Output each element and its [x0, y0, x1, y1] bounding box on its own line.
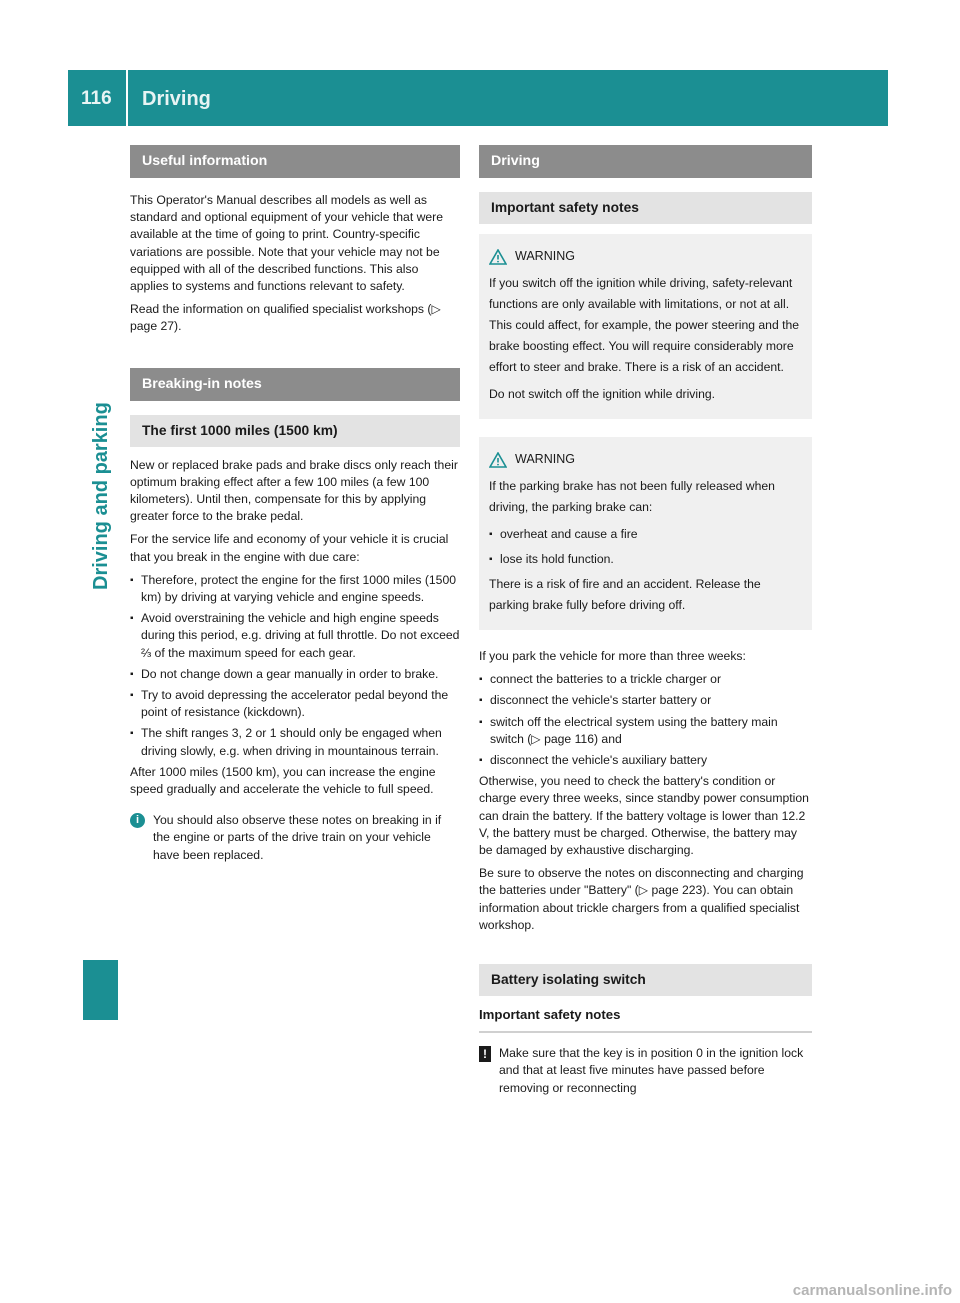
warning-triangle-icon: [489, 452, 507, 468]
caution-note: [479, 1045, 812, 1097]
list-item: ▪ disconnect the vehicle's auxiliary battery: [479, 752, 812, 769]
warning-box: [479, 234, 812, 419]
paragraph: Otherwise, you need to check the battery's condition or charge every three weeks, since standby power consumption can drain the battery. If the battery voltage is lower than 12.2 V, the battery must be charged. Otherwise, the battery may be damaged by exhaustive discharging.: [479, 774, 809, 858]
paragraph: This Operator's Manual describes all models as well as standard and optional equipment of your vehicle that were available at the time of going to print. Country-specific variations are possible. Note that your vehicle may not be equipped with all of the described functions. This also applies to systems and functions relevant to safety.: [130, 193, 444, 294]
warning-label: WARNING: [515, 249, 575, 263]
paragraph: Do not switch off the ignition while driving.: [489, 387, 716, 401]
paragraph: Read the information on qualified specialist workshops (▷ page 27).: [130, 302, 441, 334]
list-item: ▪ switch off the electrical system using the battery main switch (▷ page 116) and: [479, 714, 812, 748]
side-tab-label: Driving and parking: [90, 402, 112, 590]
subsection-heading-first-1000-miles: The first 1000 miles (1500 km): [130, 415, 460, 447]
right-column: [479, 145, 812, 1097]
section-heading-breaking-in: Breaking-in notes: [130, 368, 460, 401]
side-tab-marker: [83, 960, 118, 1020]
left-column: [130, 145, 460, 864]
list-item: ▪ disconnect the vehicle's starter battery or: [479, 692, 812, 709]
paragraph: For the service life and economy of your vehicle it is crucial that you break in the engine with due care:: [130, 532, 449, 564]
watermark: carmanualsonline.info: [792, 1282, 952, 1299]
warning-triangle-icon: [489, 249, 507, 265]
paragraph: After 1000 miles (1500 km), you can increase the engine speed gradually and accelerate the vehicle to full speed.: [130, 764, 436, 797]
list-item: ▪ Do not change down a gear manually in order to brake.: [130, 666, 460, 683]
paragraph: Be sure to observe the notes on disconnecting and charging the batteries under "Battery" (▷ page 223). You can obtain information about trickle chargers from a qualified specialist workshop.: [479, 866, 804, 932]
paragraph: If you switch off the ignition while driving, safety-relevant functions are only available with limitations, or not at all. This could affect, for example, the power steering and the brake boosting effect. You will require considerably more effort to steer and brake. There is a risk of an accident.: [489, 276, 800, 374]
info-note: [130, 812, 460, 864]
paragraph: If the parking brake has not been fully released when driving, the parking brake can:: [489, 479, 775, 514]
page-header: [68, 70, 888, 126]
list-item: ▪ Avoid overstraining the vehicle and high engine speeds during this period, e.g. driving at full throttle. Do not exceed ⅔ of the maximum speed for each gear.: [130, 610, 460, 662]
warning-box: [479, 437, 812, 630]
list-item: ▪ overheat and cause a fire: [489, 524, 802, 545]
list-item: ▪ Try to avoid depressing the accelerator pedal beyond the point of resistance (kickdown).: [130, 687, 460, 721]
paragraph: If you park the vehicle for more than three weeks:: [479, 649, 746, 663]
list-item: ▪ Therefore, protect the engine for the first 1000 miles (1500 km) by driving at varying vehicle and engine speeds.: [130, 572, 460, 606]
header-divider: [126, 70, 128, 126]
warning-header: [489, 246, 802, 267]
warning-label: WARNING: [515, 452, 575, 466]
heading-important-safety-notes: Important safety notes: [479, 1007, 621, 1023]
section-heading-driving: Driving: [479, 145, 812, 178]
list-item: ▪ The shift ranges 3, 2 or 1 should only be engaged when driving slowly, e.g. when driving in mountainous terrain.: [130, 725, 460, 759]
caution-note-text: Make sure that the key is in position 0 in the ignition lock and that at least five minutes have passed before removing or reconnecting: [499, 1046, 804, 1095]
paragraph: There is a risk of fire and an accident. Release the parking brake fully before driving off.: [489, 577, 761, 612]
side-tab: [84, 230, 118, 590]
info-icon: i: [130, 813, 145, 828]
list-item: ▪ connect the batteries to a trickle charger or: [479, 671, 812, 688]
warning-header: [489, 449, 802, 470]
divider: [479, 1031, 812, 1033]
exclamation-icon: !: [479, 1046, 491, 1062]
subsection-heading-battery-isolating-switch: Battery isolating switch: [479, 964, 812, 996]
info-note-text: You should also observe these notes on breaking in if the engine or parts of the drive train on your vehicle have been replaced.: [153, 813, 442, 862]
page-number: 116: [81, 88, 112, 109]
paragraph: New or replaced brake pads and brake discs only reach their optimum braking effect after a few 100 miles (a few 100 kilometers). Until then, compensate for this by applying greater force to the brake pedal.: [130, 457, 458, 524]
subsection-heading-important-safety-notes: Important safety notes: [479, 192, 812, 224]
page-title: Driving: [142, 88, 211, 110]
list-item: ▪ lose its hold function.: [489, 549, 802, 570]
section-heading-useful-information: Useful information: [130, 145, 460, 178]
